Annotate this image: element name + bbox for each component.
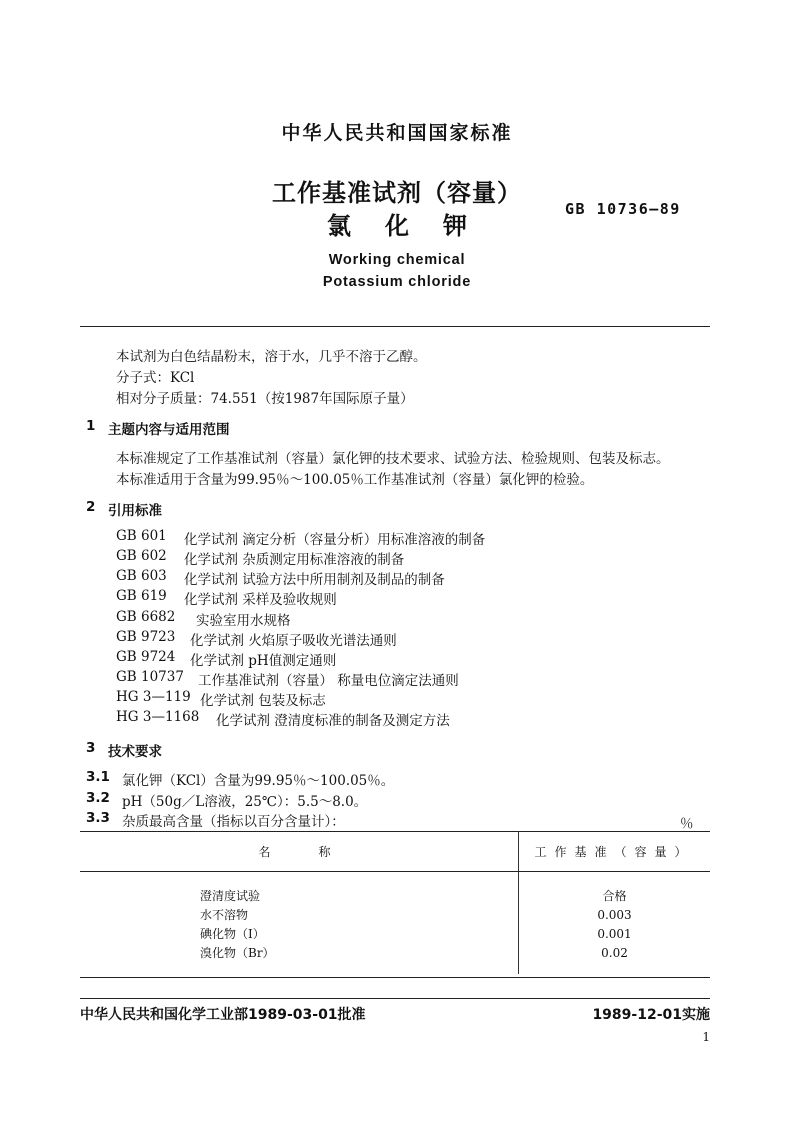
clause-number: 3.2 [86,790,110,806]
intro-description: 本试剂为白色结晶粉末，溶于水，几乎不溶于乙醇。 [116,349,427,365]
section-1-paragraph: 本标准规定了工作基准试剂（容量）氯化钾的技术要求、试验方法、检验规则、包装及标志。 [116,451,670,467]
reference-code: GB 619 [116,588,167,604]
reference-title: 化学试剂 澄清度标准的制备及测定方法 [216,713,450,729]
section-2-number: 2 [86,499,96,515]
clause-number: 3.3 [86,810,110,826]
clause-text: pH（50g／L溶液，25℃）：5.5～8.0。 [122,794,368,810]
reference-title: 化学试剂 火焰原子吸收光谱法通则 [190,633,397,649]
table-row [80,943,710,962]
clause-text: 氯化钾（KCl）含量为99.95％～100.05％。 [122,773,395,789]
clause-number: 3.1 [86,769,110,785]
reference-code: GB 603 [116,568,167,584]
issuing-authority: 中华人民共和国国家标准 [281,122,513,144]
impurity-name: 碘化物（I） [80,924,519,943]
page-number: 1 [702,1030,710,1044]
impurity-limit: 0.001 [597,926,632,941]
reference-title: 化学试剂 采样及验收规则 [184,592,337,608]
impurity-table [80,831,710,974]
document-subtitle: 氯化钾 [327,212,501,240]
reference-title: 化学试剂 试验方法中所用制剂及制品的制备 [184,572,445,588]
table-row [80,905,710,924]
intro-molecular-mass: 相对分子质量：74.551（按1987年国际原子量） [116,391,414,407]
table-bottom-rule [80,977,710,978]
reference-code: GB 9723 [116,629,176,645]
impurity-limit: 合格 [602,889,627,903]
standard-number: GB 10736—89 [565,200,681,218]
english-title-line2: Potassium chloride [322,274,472,290]
reference-code: HG 3—1168 [116,709,200,725]
section-1-paragraph: 本标准适用于含量为99.95％～100.05％工作基准试剂（容量）氯化钾的检验。 [116,472,594,488]
reference-title: 化学试剂 杂质测定用标准溶液的制备 [184,552,405,568]
header-divider [80,326,710,327]
section-3-title: 技术要求 [108,744,162,760]
column-header-grade: 工作基准（容量） [519,831,711,872]
reference-title: 化学试剂 包装及标志 [200,693,326,709]
intro-formula: 分子式：KCl [116,370,195,386]
reference-title: 化学试剂 滴定分析（容量分析）用标准溶液的制备 [184,532,486,548]
reference-code: GB 9724 [116,649,176,665]
impurity-limit: 0.02 [601,945,628,960]
reference-code: GB 601 [116,528,167,544]
document-title: 工作基准试剂（容量） [272,179,522,207]
unit-label: ％ [680,816,694,832]
reference-code: GB 10737 [116,669,184,685]
reference-title: 化学试剂 pH值测定通则 [190,653,337,669]
english-title-line1: Working chemical [328,252,466,268]
reference-title: 实验室用水规格 [196,613,291,629]
approval-statement: 中华人民共和国化学工业部1989-03-01批准 [80,1007,366,1023]
clause-text: 杂质最高含量（指标以百分含量计）： [122,814,345,830]
impurity-limit: 0.003 [597,907,632,922]
reference-title: 工作基准试剂（容量） 称量电位滴定法通则 [198,673,459,689]
footer-divider [80,998,710,999]
impurity-name: 澄清度试验 [80,886,519,905]
table-row [80,886,710,905]
implementation-date: 1989-12-01实施 [592,1007,710,1023]
column-header-name: 名 称 [80,831,519,872]
section-1-number: 1 [86,418,96,434]
table-header-row [80,831,710,872]
section-3-number: 3 [86,740,96,756]
impurity-name: 溴化物（Br） [80,943,519,962]
table-row [80,924,710,943]
section-1-title: 主题内容与适用范围 [108,422,230,438]
impurity-name: 水不溶物 [80,905,519,924]
reference-code: GB 6682 [116,609,176,625]
reference-code: GB 602 [116,548,167,564]
section-2-title: 引用标准 [108,503,162,519]
reference-code: HG 3—119 [116,689,191,705]
